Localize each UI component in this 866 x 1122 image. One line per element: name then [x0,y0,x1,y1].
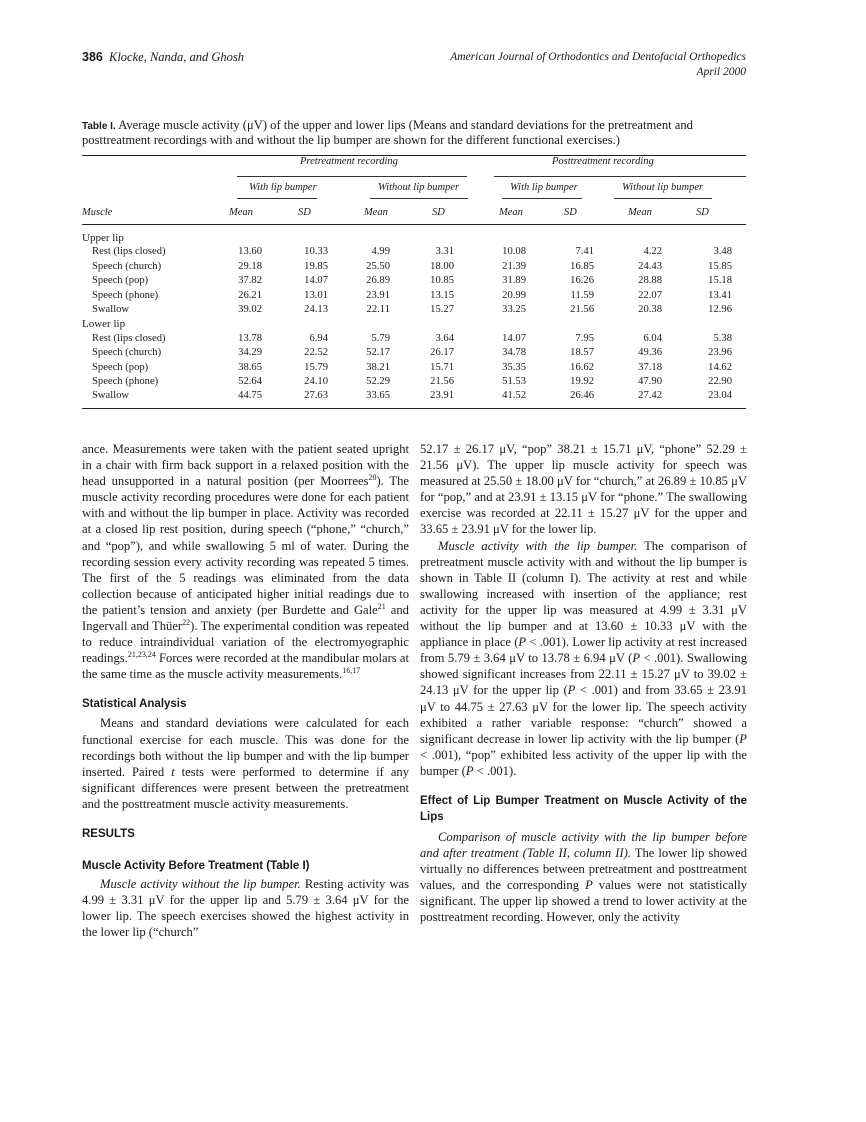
row-label: Rest (lips closed) [92,246,166,258]
table-cell: 33.65 [366,390,390,402]
stat-header: Mean [229,207,253,218]
table-cell: 29.18 [238,260,262,272]
paragraph-statistics [82,715,409,812]
table-cell: 22.52 [304,347,328,359]
stat-header: SD [564,207,577,218]
table-cell: 51.53 [502,376,526,387]
table-cell: 18.00 [430,260,454,272]
table-cell: 16.85 [570,260,594,272]
table-cell: 26.46 [570,390,594,402]
table-cell: 39.02 [238,304,262,315]
table-cell: 26.21 [238,289,262,301]
table-cell: 6.94 [309,332,328,344]
table-cell: 6.04 [643,332,662,344]
table-cell: 20.38 [638,304,662,315]
pretreatment-rule [237,176,467,177]
table-cell: 10.08 [502,246,526,258]
group-header-pretreatment: Pretreatment recording [300,156,398,167]
table-bottom-rule [82,408,746,409]
text-run: Forces were recorded at the mandibular molars at the same time as the muscle activity measurements. [82,651,409,682]
table-cell: 27.42 [638,390,662,402]
row-label: Rest (lips closed) [92,332,166,344]
row-label: Speech (phone) [92,376,159,387]
row-label: Swallow [92,390,130,402]
running-header-right [450,50,746,80]
table-cell: 5.38 [713,332,732,344]
stat-header: Mean [364,207,388,218]
text-run: < .001), “pop” exhibited less activity of the upper lip with the bumper ( [420,747,747,778]
text-run: and Ingervall and Thüer [82,602,409,634]
table-cell: 4.99 [371,246,390,258]
subheader-pre-with: With lip bumper [249,182,317,193]
table-cell: 38.21 [366,361,390,373]
table-cell: 41.52 [502,390,526,402]
table-group-label: Upper lip [82,232,124,244]
table-cell: 16.62 [570,361,594,373]
stat-header: Mean [499,207,523,218]
table-cell: 27.63 [304,390,328,402]
table-cell: 7.41 [575,246,594,258]
table-cell: 13.41 [708,289,732,301]
table-cell: 4.22 [643,246,662,258]
table-cell: 16.26 [570,275,594,287]
paragraph-with-bumper [420,538,747,779]
table-cell: 3.64 [435,332,454,344]
subheader-post-with: With lip bumper [510,182,578,193]
table-cell: 15.27 [430,304,454,315]
table-cell: 21.56 [570,304,594,315]
table-cell: 37.18 [638,361,662,373]
table-cell: 10.33 [304,246,328,258]
issue-date: April 2000 [696,66,746,78]
text-run: < .001). Lower lip activity at rest increased from 5.79 ± 3.64 μV to 13.78 ± 6.94 μV ( [420,635,748,666]
stat-header: SD [696,207,709,218]
table-cell: 38.65 [238,361,262,373]
right-column [420,441,747,926]
table-cell: 3.31 [435,246,454,258]
table-cell: 11.59 [570,289,594,301]
text-run: ). The experimental condition was repeated to reduce intraindividual variation of the electromyographic readings. [82,619,409,666]
table-cell: 21.39 [502,260,526,272]
text-run: Muscle activity without the lip bumper. [100,876,301,891]
table-label: Table I. [82,121,116,132]
table-cell: 5.79 [371,332,390,344]
table-cell: 20.99 [502,289,526,301]
paragraph-comparison [420,829,747,926]
table-cell: 34.29 [238,347,262,359]
table-cell: 24.13 [304,304,328,315]
text-run: P [518,635,527,650]
table-cell: 18.57 [570,347,594,359]
text-run: < .001) and from 33.65 ± 23.91 μV to 44.75 ± 27.63 μV for the lower lip. The speech activity exhibited a rather variable response: “church” showed a significant decrease in lower lip activity with the lip bumper ( [420,683,747,746]
table-cell: 12.96 [708,304,732,315]
table-cell: 23.91 [366,289,390,301]
stat-header: SD [298,207,311,218]
table-cell: 19.92 [570,376,594,387]
table-cell: 21.56 [430,376,454,387]
text-run: Comparison of muscle activity with the lip bumper before and after treatment (Table II, column II). [420,829,747,861]
table-cell: 23.04 [708,390,732,402]
table-cell: 13.78 [238,332,262,344]
table-cell: 52.17 [366,347,390,359]
table-group-label: Lower lip [82,318,126,331]
table-caption-text: Average muscle activity (μV) of the upper and lower lips (Means and standard deviations for the pretreatment and posttreatment recordings with and without the lip bumper are shown for the different functional exercises.) [82,118,693,147]
heading-statistical-analysis: Statistical Analysis [82,698,187,711]
row-label: Swallow [92,304,130,315]
heading-before-treatment: Muscle Activity Before Treatment (Table I) [82,859,310,872]
paragraph-without-bumper [82,876,409,940]
table-cell: 33.25 [502,304,526,315]
row-label: Speech (church) [92,260,162,272]
row-label: Speech (church) [92,347,162,359]
left-column [82,441,409,940]
citation: 21,23,24 [127,650,156,660]
table-cell: 23.91 [430,390,454,402]
paragraph-speech-values [420,441,747,538]
subheader-post-without: Without lip bumper [622,182,704,193]
table-cell: 37.82 [238,275,262,287]
table-cell: 7.95 [575,332,594,344]
muscle-header: Muscle [82,207,113,218]
text-run: 52.17 ± 26.17 μV, “pop” 38.21 ± 15.71 μV, “phone” 52.29 ± 21.56 μV). The upper lip muscle activity for speech was measured at 25.50 ± 18.00 μV for “church,” at 26.89 ± 10.85 μV for “pop,” and at 23.91 ± 13.15 μV for “phone.” The swallowing exercise was recorded at 22.11 ± 15.27 μV for the upper and 33.65 ± 23.91 μV for the lower lip. [420,442,747,537]
row-label: Speech (pop) [92,361,149,373]
text-run: P [739,731,747,746]
table-cell: 13.60 [238,246,262,258]
post-with-rule [502,198,582,199]
post-without-rule [614,198,712,199]
table-cell: 14.07 [502,332,526,344]
row-label: Speech (phone) [92,289,159,301]
table-cell: 52.64 [238,376,262,387]
header-bottom-rule [82,224,746,225]
text-run: Resting activity was 4.99 ± 3.31 μV for the upper lip and 5.79 ± 3.64 μV for the lower lip. The speech exercises showed the highest activity in the lower lip (“church” [82,876,409,940]
pre-with-rule [237,198,317,199]
text-run: t [171,764,175,779]
table-cell: 34.78 [502,347,526,359]
text-run: The lower lip showed virtually no differences between pretreatment and posttreatment values, and the corresponding [420,846,747,893]
table-cell: 14.62 [708,361,732,373]
row-label: Speech (pop) [92,275,149,287]
table-cell: 26.17 [430,347,454,359]
table-cell: 15.71 [430,361,454,373]
running-header-left [82,50,244,65]
table-cell: 49.36 [638,347,662,359]
table-cell: 15.18 [708,275,732,287]
page-number: 386 [82,50,103,64]
text-run: Muscle activity with the lip bumper. [438,538,638,553]
table-cell: 44.75 [238,390,262,402]
text-run: P [465,763,474,778]
table-cell: 13.15 [430,289,454,301]
table-cell: 24.10 [304,376,328,387]
paragraph-methods [82,441,409,682]
heading-results: RESULTS [82,827,135,840]
heading-treatment-effect: Effect of Lip Bumper Treatment on Muscle Activity of the Lips [420,794,747,823]
text-run: ). The muscle activity recording procedures were done for each patient with and without the lip bumper in place. Activity was recorded at a closed lip rest position, during speech (“phone,” “church,” and “pop”), and while swallowing 5 ml of water. During the recording session every activity recording was repeated 5 times. The first of the 5 readings was eliminated from the data collection because of anticipated higher initial readings due to the patient’s tension and anxiety (per Burdette and Gale [82,474,409,617]
stat-header: Mean [628,207,652,218]
table-cell: 52.29 [366,376,390,387]
citation: 22 [182,618,191,628]
table-cell: 28.88 [638,275,662,287]
stat-header: SD [432,207,445,218]
text-run: < .001). [473,763,517,778]
table-cell: 22.07 [638,289,662,301]
citation: 21 [377,601,386,611]
table-cell: 15.79 [304,361,328,373]
table-cell: 22.11 [366,304,390,315]
text-run: tests were performed to determine if any significant differences were present between the pretreatment and the posttreatment muscle activity measurements. [82,764,409,811]
journal-title: American Journal of Orthodontics and Dentofacial Orthopedics [450,51,746,63]
table-cell: 26.89 [366,275,390,287]
posttreatment-rule [494,176,746,177]
table-cell: 15.85 [708,260,732,272]
text-run: P [632,651,641,666]
text-run: The comparison of pretreatment muscle activity with and without the lip bumper is shown in Table II (column I). The activity at rest and while swallowing increased with insertion of the appliance; rest activity for the upper lip was measured at 4.99 ± 3.31 μV without the lip bumper and at 13.60 ± 10.33 μV with the appliance in place ( [420,538,747,650]
citation: 16,17 [342,666,361,676]
table-cell: 13.01 [304,289,328,301]
table-caption [82,119,746,147]
text-run: P [567,683,576,698]
pre-without-rule [370,198,468,199]
group-header-posttreatment: Posttreatment recording [552,156,654,167]
table-cell: 22.90 [708,376,732,387]
table-cell: 24.43 [638,260,662,272]
table-cell: 25.50 [366,260,390,272]
table-cell: 23.96 [708,347,732,359]
text-run: Means and standard deviations were calculated for each functional exercise for each muscle. This was done for the recordings both without the lip bumper and with the lip bumper inserted. Paired [82,716,409,779]
text-run: values were not statistically significant. The upper lip showed a trend to lower activity at the posttreatment recording. However, only the activity [420,878,747,925]
text-run: ance. Measurements were taken with the patient seated upright in a chair with firm back support in a relaxed position with the head unsupported in a natural position (per Moorrees [82,442,409,489]
table-cell: 14.07 [304,275,328,287]
text-run: P [585,878,593,893]
authors: Klocke, Nanda, and Ghosh [108,50,245,64]
table-cell: 3.48 [713,246,732,258]
table-cell: 10.85 [430,275,454,287]
table-cell: 35.35 [502,361,526,373]
table-cell: 19.85 [304,260,328,272]
citation: 20 [368,473,377,483]
table-cell: 47.90 [638,376,662,387]
table-cell: 31.89 [502,275,526,287]
subheader-pre-without: Without lip bumper [378,182,460,193]
text-run: < .001). Swallowing showed significant increases from 22.11 ± 15.27 μV to 39.02 ± 24.13 μV for the upper lip ( [420,651,747,698]
